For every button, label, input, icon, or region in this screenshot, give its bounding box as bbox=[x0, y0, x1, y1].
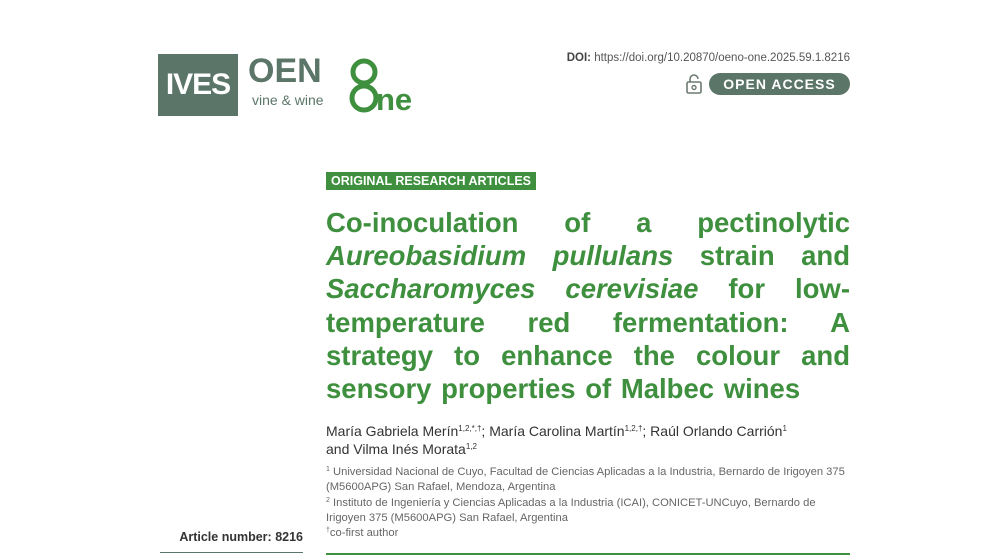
affiliation-sup: 1 bbox=[326, 466, 330, 473]
oeno-logo-word: OEN bbox=[248, 52, 322, 90]
author-affil-sup: 1,2,† bbox=[624, 424, 643, 433]
author-name[interactable]: Raúl Orlando Carrión bbox=[650, 423, 783, 439]
affiliation-text: Universidad Nacional de Cuyo, Facultad de Ciencias Aplicadas a la Industria, Bernardo de Irigoyen 375 (M5600APG) San Rafael, Mendoza, Argentina bbox=[326, 466, 845, 494]
doi-label: DOI: bbox=[566, 52, 592, 64]
article-number-value: 8216 bbox=[275, 530, 303, 544]
title-species-2: Saccharomyces cerevisiae bbox=[326, 273, 699, 305]
author-affil-sup: 1 bbox=[782, 424, 787, 433]
affiliation-text: Instituto de Ingeniería y Ciencias Aplicadas a la Industria (ICAI), CONICET-UNCuyo, Bernardo de Irigoyen 375 (M5600APG) San Rafael, Argentina bbox=[326, 496, 816, 524]
section-tag bbox=[326, 172, 536, 190]
author-separator: and bbox=[326, 441, 354, 457]
title-part-2: strain and bbox=[673, 240, 851, 272]
affiliation-text: co-first author bbox=[329, 527, 399, 540]
oeno-one-logo bbox=[248, 50, 418, 118]
affiliation-sup: † bbox=[326, 527, 330, 535]
author-name[interactable]: María Carolina Martín bbox=[489, 423, 625, 439]
affiliation-list bbox=[326, 465, 850, 541]
author-affil-sup: 1,2,*,† bbox=[458, 424, 482, 433]
ives-logo bbox=[158, 54, 238, 116]
author-separator: ; bbox=[642, 423, 651, 439]
open-access-label: OPEN ACCESS bbox=[723, 76, 836, 92]
left-divider bbox=[160, 552, 303, 553]
article-title bbox=[326, 206, 850, 405]
one-logo-word: ne bbox=[376, 82, 413, 117]
author-list bbox=[326, 422, 850, 458]
open-access-lock-icon bbox=[685, 73, 703, 95]
affiliation-item bbox=[326, 496, 850, 527]
title-species-1: Aureobasidium pullulans bbox=[326, 240, 674, 272]
doi-link[interactable]: https://doi.org/10.20870/oeno-one.2025.59.1.8216 bbox=[594, 52, 850, 64]
article-number-label: Article number: bbox=[179, 530, 272, 544]
open-access-badge bbox=[709, 73, 850, 95]
section-tag-label: ORIGINAL RESEARCH ARTICLES bbox=[331, 174, 532, 188]
title-part-1: Co-inoculation of a pectinolytic bbox=[326, 207, 850, 238]
author-separator: ; bbox=[481, 423, 490, 439]
right-divider bbox=[326, 553, 850, 555]
doi-line bbox=[567, 52, 850, 64]
affiliation-sup: 2 bbox=[326, 496, 330, 504]
ives-logo-text: IVES bbox=[165, 68, 231, 101]
author-affil-sup: 1,2 bbox=[465, 442, 477, 451]
oeno-logo-tagline: vine & wine bbox=[252, 92, 324, 108]
article-number bbox=[160, 530, 303, 544]
author-name[interactable]: María Gabriela Merín bbox=[326, 423, 459, 439]
author-name[interactable]: Vilma Inés Morata bbox=[353, 441, 466, 457]
affiliation-item bbox=[326, 526, 850, 541]
affiliation-item bbox=[326, 465, 850, 496]
title-part-3: for low-temperature red fermentation: A strategy to enhance the colour and sensory properties of Malbec wines bbox=[326, 273, 850, 405]
